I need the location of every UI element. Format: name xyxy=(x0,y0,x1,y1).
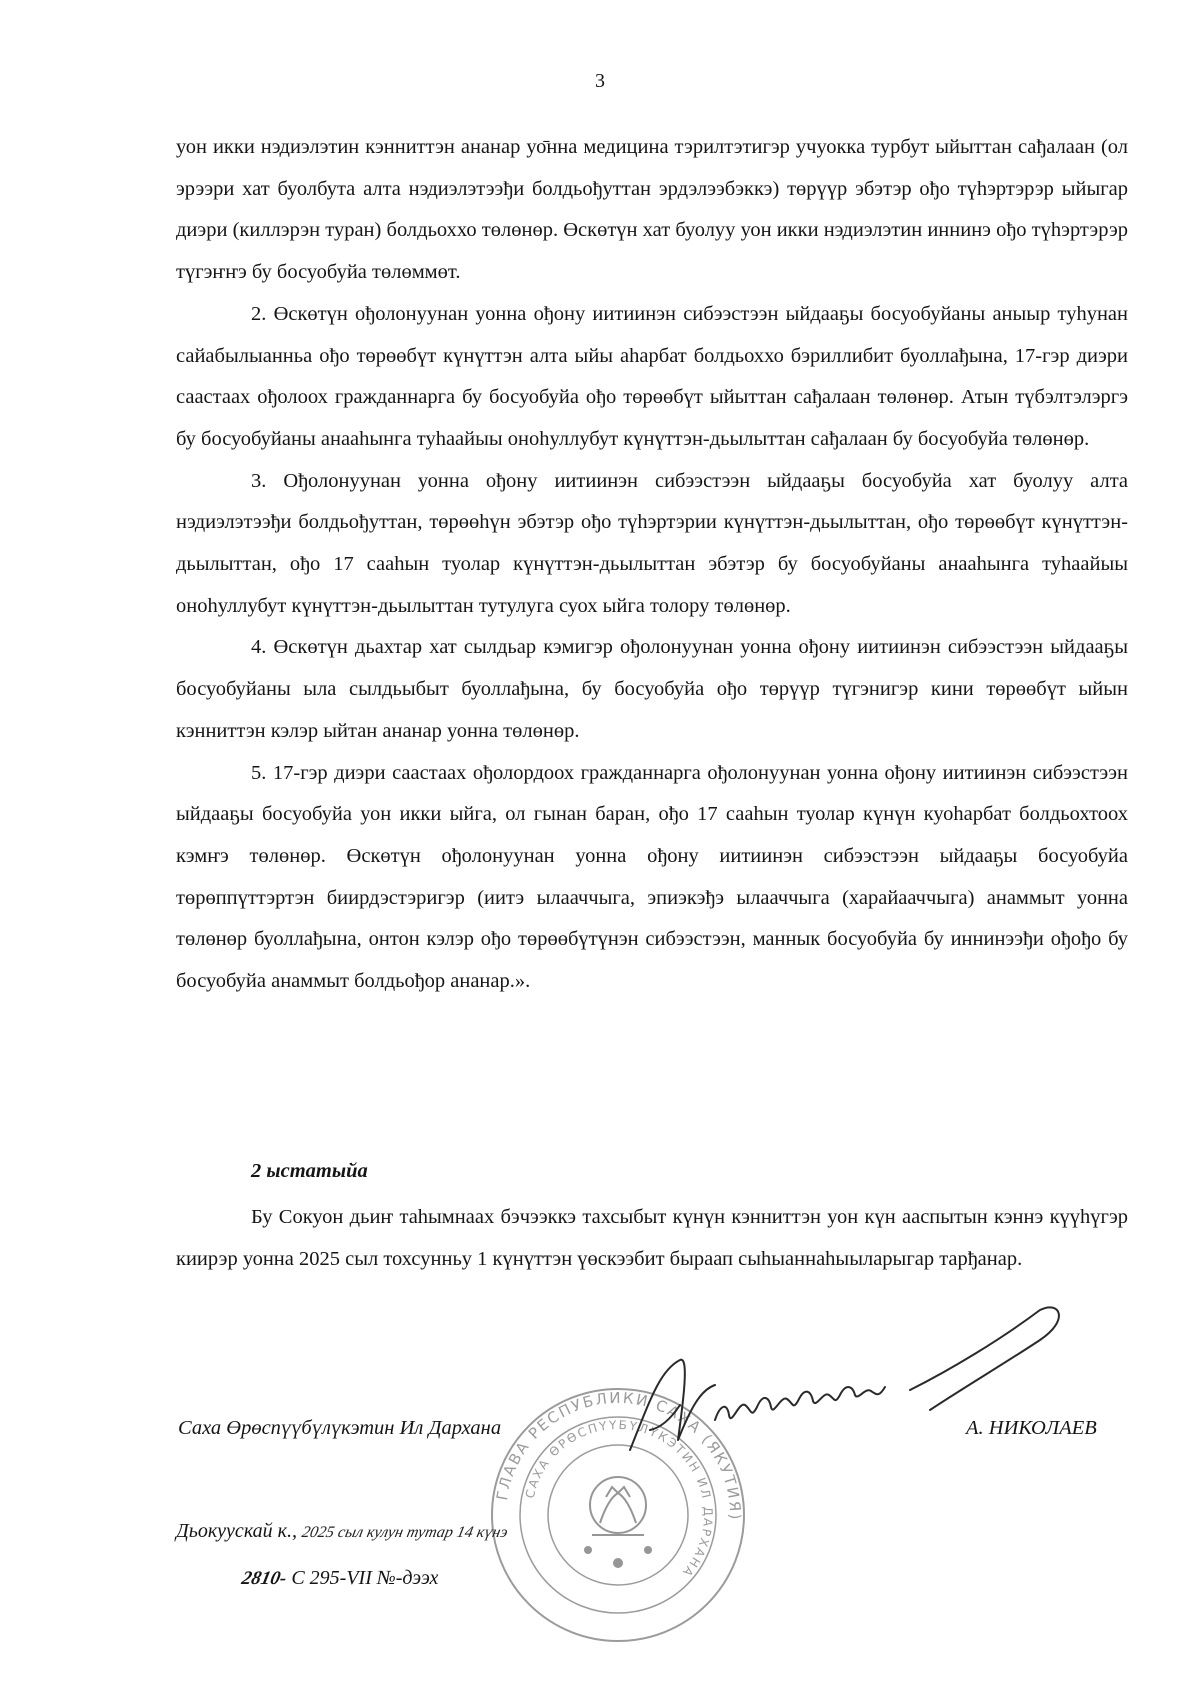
handwritten-signature xyxy=(620,1300,1090,1480)
article-body xyxy=(176,1197,1128,1280)
handwritten-law-number: 2810- xyxy=(239,1568,289,1589)
place-and-date xyxy=(176,1520,510,1543)
paragraph-item-5: 5. 17-гэр диэри саастаах ођолордоох гражданнарга ођолонуунан уонна ођону иитиинэн сибээстээн ыйдааҕы босуобуйа уон икки ыйга, ол гынан баран, ођо 17 сааһын туолар күнүн куоһарбат болдьохтоох кэмҥэ төлөнөр. Өскөтүн ођолонуунан уонна ођону иитиинэн сибээстээн ыйдааҕы босуобуйа төрөппүттэртэн биирдэстэригэр (иитэ ылааччыга, эпиэкэђэ ылааччыга (харайааччыга) анаммыт уонна төлөнөр буоллађына, онтон кэлэр ођо төрөөбүтүнэн сибээстээн, маннык босуобуйа бу иннинээђи ођођо бу босуобуйа анаммыт болдьођор ананар.». xyxy=(176,761,1128,993)
printed-law-number: С 295-VII №-дээх xyxy=(291,1567,439,1589)
paragraph-item-4: 4. Өскөтүн дьахтар хат сылдьар кэмигэр ођолонуунан уонна ођону иитиинэн сибээстээн ыйдааҕы босуобуйаны ыла сылдьыбыт буоллађына, бу босуобуйа ођо төрүүр түгэнигэр кини төрөөбүт ыйын кэнниттэн кэлэр ыйтан ананар уонна төлөнөр. xyxy=(176,636,1128,742)
handwritten-date: 2025 сыл кулун тутар 14 күнэ xyxy=(300,1524,510,1541)
seal-inner-text: САХА ӨРӨСПҮҮБҮЛҮКЭТИН ИЛ ДАРХАНА xyxy=(522,1417,716,1581)
article-heading: 2 ыстатыйа xyxy=(251,1160,368,1182)
place-label: Дьокуускай к., xyxy=(176,1520,298,1542)
paragraph-continuation: уон икки нэдиэлэтин кэнниттэн ананар уо̄нна медицина тэрилтэтигэр учуокка турбут ыйыттан сађалаан (ол эрээри хат буолбута алта нэдиэлэтээђи болдьођуттан эрдэлээбэккэ) төрүүр эбэтэр ођо түһэртэрэр ыйыгар диэри (киллэрэн туран) болдьоххо төлөнөр. Өскөтүн хат буолуу уон икки нэдиэлэтин иннинэ ођо түһэртэрэр түгэҥҥэ бу босуобуйа төлөммөт. xyxy=(176,136,1128,284)
seal-emblem-icon xyxy=(585,1477,651,1567)
law-number xyxy=(239,1567,439,1590)
page-number: 3 xyxy=(595,70,605,92)
paragraph-item-3: 3. Ођолонуунан уонна ођону иитиинэн сибээстээн ыйдааҕы босуобуйа хат буолуу алта нэдиэлэтээђи болдьођуттан, төрөөһүн эбэтэр ођо түһэртэрии күнүттэн-дьылыттан, ођо төрөөбүт күнүттэн-дьылыттан, ођо 17 сааһын туолар күнүттэн-дьылыттан эбэтэр бу босуобуйаны анааһынга туһаайыы оноһуллубут күнүттэн-дьылыттан тутулуга суох ыйга толору төлөнөр. xyxy=(176,469,1128,617)
signatory-title: Саха Өрөспүүбүлүкэтин Ил Дархана xyxy=(178,1417,502,1439)
seal-outer-text: ГЛАВА РЕСПУБЛИКИ САХА (ЯКУТИЯ) xyxy=(492,1388,745,1522)
law-text-body xyxy=(176,127,1128,1003)
paragraph-item-2: 2. Өскөтүн ођолонуунан уонна ођону иитиинэн сибээстээн ыйдааҕы босуобуйаны аныыр туһунан сайабылыанньа ођо төрөөбүт күнүттэн алта ыйы аһарбат болдьоххо бэриллибит буоллађына, 17-гэр диэри саастаах ођолоох гражданнарга бу босуобуйа ођо төрөөбүт ыйыттан сађалаан төлөнөр. Атын түбэлтэлэргэ бу босуобуйаны анааһынга туһаайыы оноһуллубут күнүттэн-дьылыттан сађалаан бу босуобуйа төлөнөр. xyxy=(176,302,1128,450)
article-text: Бу Сокуон дьиҥ таһымнаах бэчээккэ тахсыбыт күнүн кэнниттэн уон күн ааспытын кэннэ күүһүгэр киирэр уонна 2025 сыл тохсунньу 1 күнүттэн үөскээбит быраап сыһыаннаһыыларыгар тарђанар. xyxy=(176,1206,1128,1270)
signatory-name: А. НИКОЛАЕВ xyxy=(966,1417,1097,1439)
